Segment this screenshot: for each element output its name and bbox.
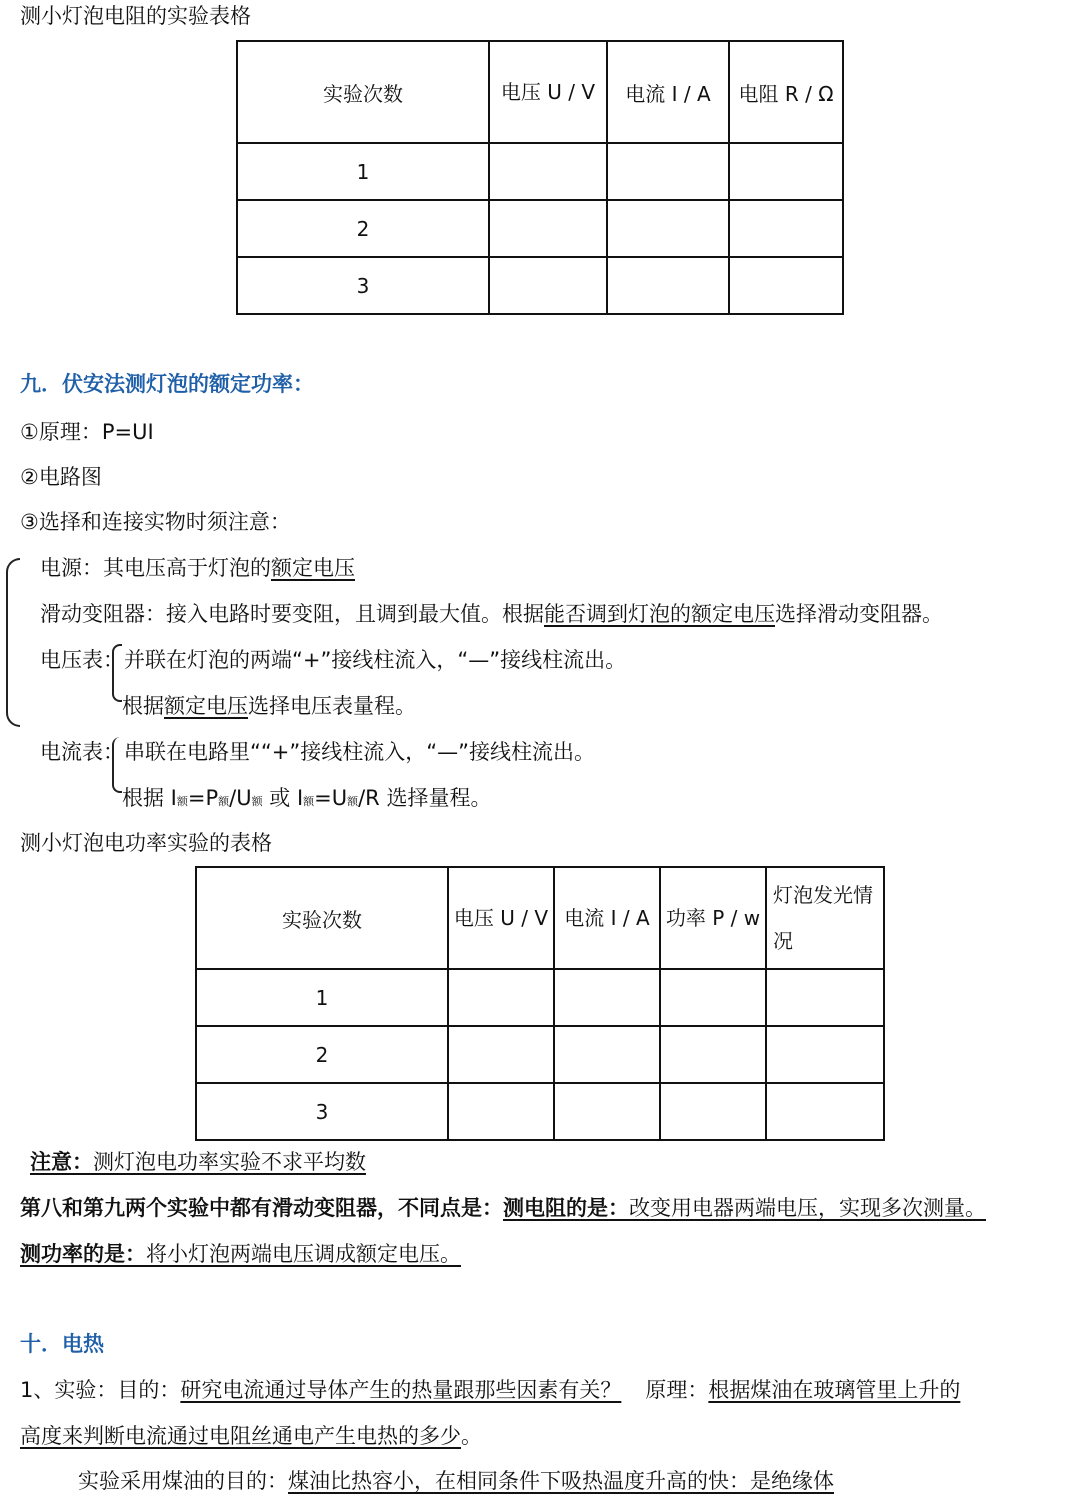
voltmeter-note: 电压表：并联在灯泡的两端“+”接线柱流入，“—”接线柱流出。 <box>40 648 627 672</box>
power-header-brightness: 灯泡发光情况 <box>766 867 884 969</box>
power-header-voltage: 电压 U / V <box>448 867 554 969</box>
trial-number: 2 <box>196 1026 448 1083</box>
comparison-note: 第八和第九两个实验中都有滑动变阻器，不同点是：测电阻的是：改变用电器两端电压，实现多次测量。 <box>20 1196 986 1220</box>
power-header-current: 电流 I / A <box>554 867 660 969</box>
power-comparison-note: 测功率的是：将小灯泡两端电压调成额定电压。 <box>20 1242 461 1266</box>
power-table <box>195 866 885 1141</box>
power-header-trial: 实验次数 <box>196 867 448 969</box>
ammeter-note: 电流表：串联在电路里““+”接线柱流入，“—”接线柱流出。 <box>40 740 595 764</box>
table-row <box>237 143 843 200</box>
notes-item: ③选择和连接实物时须注意： <box>20 510 291 534</box>
resistance-table <box>236 40 844 315</box>
table-row <box>196 1083 884 1140</box>
resistance-header-current: 电流 I / A <box>607 41 729 143</box>
trial-number: 2 <box>237 200 489 257</box>
resistance-table-title: 测小灯泡电阻的实验表格 <box>20 4 251 28</box>
table-row <box>196 969 884 1026</box>
rheostat-note: 滑动变阻器：接入电路时要变阻，且调到最大值。根据能否调到灯泡的额定电压选择滑动变阻器。 <box>40 602 943 626</box>
trial-number: 1 <box>237 143 489 200</box>
ammeter-range-note: 根据 I额=P额/U额 或 I额=U额/R 选择量程。 <box>122 786 492 810</box>
circuit-item: ②电路图 <box>20 465 102 489</box>
resistance-header-trial: 实验次数 <box>237 41 489 143</box>
resistance-header-resistance: 电阻 R / Ω <box>729 41 843 143</box>
kerosene-purpose: 实验采用煤油的目的：煤油比热容小，在相同条件下吸热温度升高的快：是绝缘体 <box>78 1469 834 1493</box>
voltmeter-range-note: 根据额定电压选择电压表量程。 <box>122 694 416 718</box>
trial-number: 3 <box>196 1083 448 1140</box>
principle-item: ①原理：P=UI <box>20 420 154 444</box>
average-note: 注意：测灯泡电功率实验不求平均数 <box>30 1150 366 1174</box>
trial-number: 3 <box>237 257 489 314</box>
section10-heading: 十．电热 <box>20 1332 104 1356</box>
experiment-principle: 高度来判断电流通过电阻丝通电产生电热的多少。 <box>20 1424 482 1448</box>
experiment-goal: 1、实验：目的：研究电流通过导体产生的热量跟那些因素有关？ 原理：根据煤油在玻璃管里上升的 <box>20 1378 961 1402</box>
section9-heading: 九．伏安法测灯泡的额定功率： <box>20 372 314 396</box>
power-table-title: 测小灯泡电功率实验的表格 <box>20 831 272 855</box>
table-row <box>237 257 843 314</box>
brace-voltmeter-icon <box>112 644 122 702</box>
power-source-note: 电源：其电压高于灯泡的额定电压 <box>40 556 355 580</box>
trial-number: 1 <box>196 969 448 1026</box>
power-header-power: 功率 P / w <box>660 867 766 969</box>
resistance-header-voltage: 电压 U / V <box>489 41 607 143</box>
table-row <box>196 1026 884 1083</box>
brace-ammeter-icon <box>112 737 122 793</box>
table-row <box>237 200 843 257</box>
brace-left-icon <box>6 558 20 727</box>
